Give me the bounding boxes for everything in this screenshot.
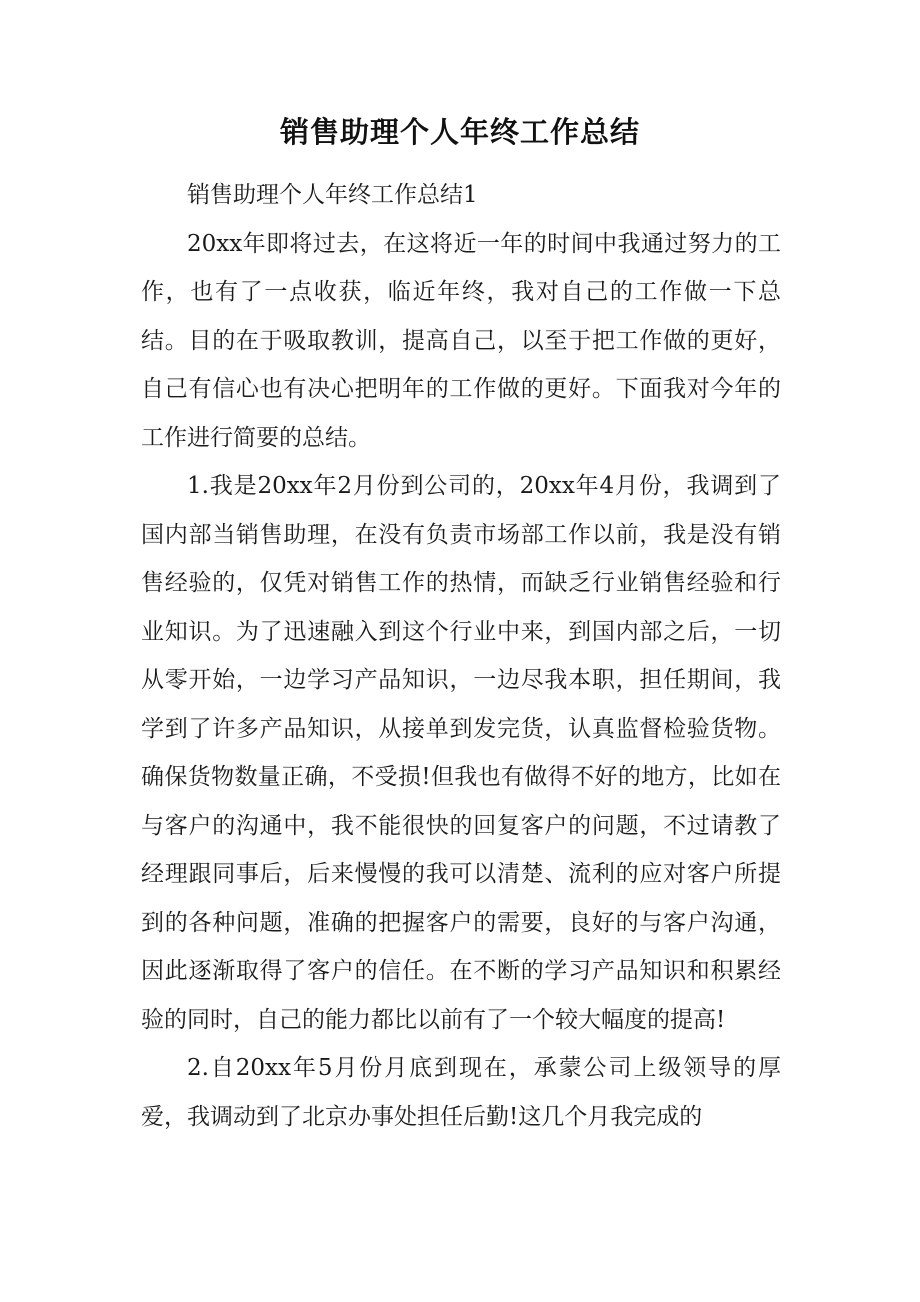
document-title: 销售助理个人年终工作总结 xyxy=(279,115,640,149)
paragraph-item-2: 2.自20xx年5月份月底到现在，承蒙公司上级领导的厚爱，我调动到了北京办事处担任后勤!这几个月我完成的 xyxy=(141,1055,781,1130)
paragraph-item-1: 1.我是20xx年2月份到公司的，20xx年4月份，我调到了国内部当销售助理，在没有负责市场部工作以前，我是没有销售经验的，仅凭对销售工作的热情，而缺乏行业销售经验和行业知识。为了迅速融入到这个行业中来，到国内部之后，一切从零开始，一边学习产品知识，一边尽我本职，担任期间，我学到了许多产品知识，从接单到发完货，认真监督检验货物。确保货物数量正确，不受损!但我也有做得不好的地方，比如在与客户的沟通中，我不能很快的回复客户的问题，不过请教了经理跟同事后，后来慢慢的我可以清楚、流利的应对客户所提到的各种问题，准确的把握客户的需要，良好的与客户沟通，因此逐渐取得了客户的信任。在不断的学习产品知识和积累经验的同时，自己的能力都比以前有了一个较大幅度的提高! xyxy=(141,473,781,1033)
paragraph-heading: 销售助理个人年终工作总结1 xyxy=(187,182,478,208)
paragraph-intro: 20xx年即将过去，在这将近一年的时间中我通过努力的工作，也有了一点收获，临近年终，我对自己的工作做一下总结。目的在于吸取教训，提高自己，以至于把工作做的更好，自己有信心也有决心把明年的工作做的更好。下面我对今年的工作进行简要的总结。 xyxy=(141,230,781,451)
document-body xyxy=(141,171,781,1141)
